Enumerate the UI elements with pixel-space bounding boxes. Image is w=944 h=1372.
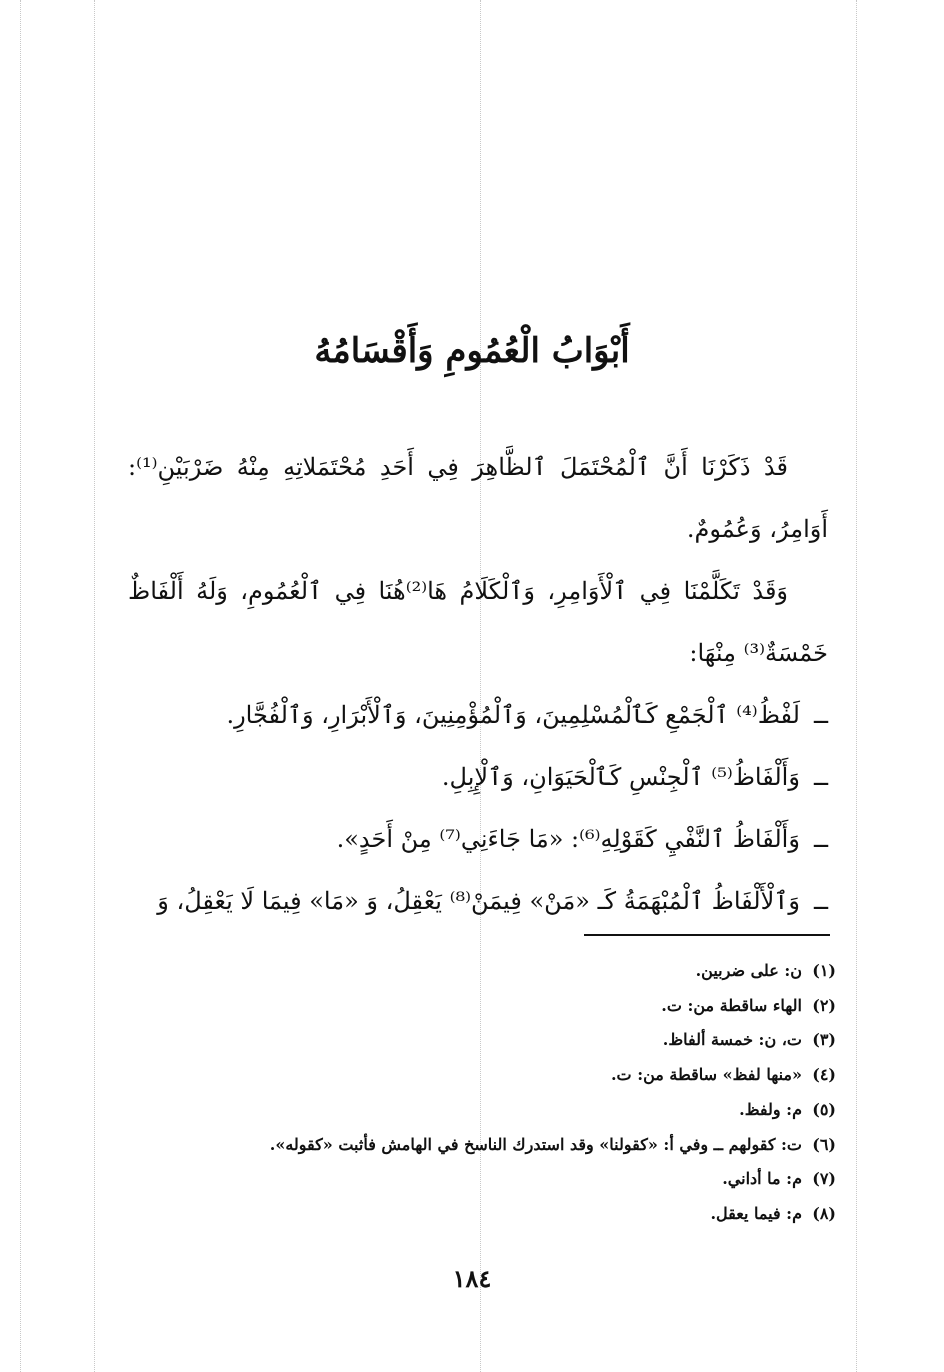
list-item <box>128 746 828 808</box>
footnote-text: الهاء ساقطة من: ت. <box>661 995 802 1015</box>
paragraph: قَدْ ذَكَرْنَا أَنَّ ٱلْمُحْتَمَلَ ٱلظَّاهِرَ فِي أَحَدِ مُحْتَمَلاتِهِ مِنْهُ ضَرْبَيْنِ⁽¹⁾: أَوَامِرُ، وَعُمُومٌ. <box>128 453 828 543</box>
footnote-number: (٦) <box>812 1134 836 1154</box>
list-item-text: وَأَلْفَاظُ ٱلنَّفْيِ كَقَوْلِهِ⁽⁶⁾: «مَا جَاءَنِي⁽⁷⁾ مِنْ أَحَدٍ». <box>336 825 800 853</box>
list-item <box>128 808 828 870</box>
scan-guide-line <box>856 0 857 1372</box>
dash-marker: ــ <box>813 701 828 729</box>
footnote-number: (٣) <box>812 1030 836 1050</box>
footnote-text: ت: كقولهم ــ وفي أ: «كقولنا» وقد استدرك الناسخ في الهامش فأثبت «كقوله». <box>269 1134 802 1154</box>
footnote-text: «منها لفظ» ساقطة من: ت. <box>610 1065 802 1085</box>
footnote <box>160 954 836 989</box>
list-item-text: وَٱلْأَلْفَاظُ ٱلْمُبْهَمَةُ كَـ «مَنْ» فِيمَنْ⁽⁸⁾ يَعْقِلُ، وَ «مَا» فِيمَا لَا يَعْقِلُ، وَ <box>157 887 800 915</box>
main-text <box>128 436 828 932</box>
footnote-text: ن: على ضربين. <box>695 961 802 980</box>
footnote <box>160 1023 836 1058</box>
list-item-text: وَأَلْفَاظُ⁽⁵⁾ ٱلْجِنْسِ كَٱلْحَيَوَانِ، وَٱلْإِبِلِ. <box>441 763 800 791</box>
footnote-text: م: ما أداني. <box>722 1169 802 1189</box>
footnote-separator <box>584 934 830 936</box>
footnote-number: (٢) <box>812 995 836 1015</box>
list-item <box>128 684 828 746</box>
dash-marker: ــ <box>813 763 828 791</box>
footnote-number: (١) <box>812 961 836 980</box>
footnote-number: (٥) <box>812 1099 836 1119</box>
footnote-text: م: ولفظ. <box>739 1099 802 1119</box>
list-item <box>128 870 828 932</box>
footnote <box>160 1058 836 1093</box>
footnote <box>160 1093 836 1128</box>
footnote-number: (٧) <box>812 1169 836 1189</box>
footnote-text: م: فيما يعقل. <box>710 1203 802 1223</box>
footnote <box>160 1128 836 1163</box>
dash-marker: ــ <box>813 825 828 853</box>
scan-guide-line <box>20 0 21 1372</box>
types-list <box>128 684 828 932</box>
footnote-text: ت، ن: خمسة ألفاظ. <box>662 1030 802 1050</box>
footnote-number: (٤) <box>812 1065 836 1085</box>
footnote <box>160 1197 836 1232</box>
paragraph: وَقَدْ تَكَلَّمْنَا فِي ٱلْأَوَامِرِ، وَٱلْكَلَامُ هَا⁽²⁾هُنَا فِي ٱلْعُمُومِ، وَلَهُ أَلْفَاظٌ خَمْسَةٌ⁽³⁾ مِنْهَا: <box>128 577 828 667</box>
footnote <box>160 989 836 1024</box>
footnotes <box>160 954 836 1232</box>
dash-marker: ــ <box>813 887 828 915</box>
page-title: أَبْوَابُ الْعُمُومِ وَأَقْسَامُهُ <box>314 330 630 371</box>
list-item-text: لَفْظُ⁽⁴⁾ ٱلْجَمْعِ كَٱلْمُسْلِمِينَ، وَٱلْمُؤْمِنِينَ، وَٱلْأَبْرَارِ، وَٱلْفُجَّارِ. <box>226 701 800 729</box>
footnote-number: (٨) <box>812 1203 836 1223</box>
footnote <box>160 1162 836 1197</box>
scan-guide-line <box>94 0 95 1372</box>
page-number: ١٨٤ <box>452 1264 492 1293</box>
